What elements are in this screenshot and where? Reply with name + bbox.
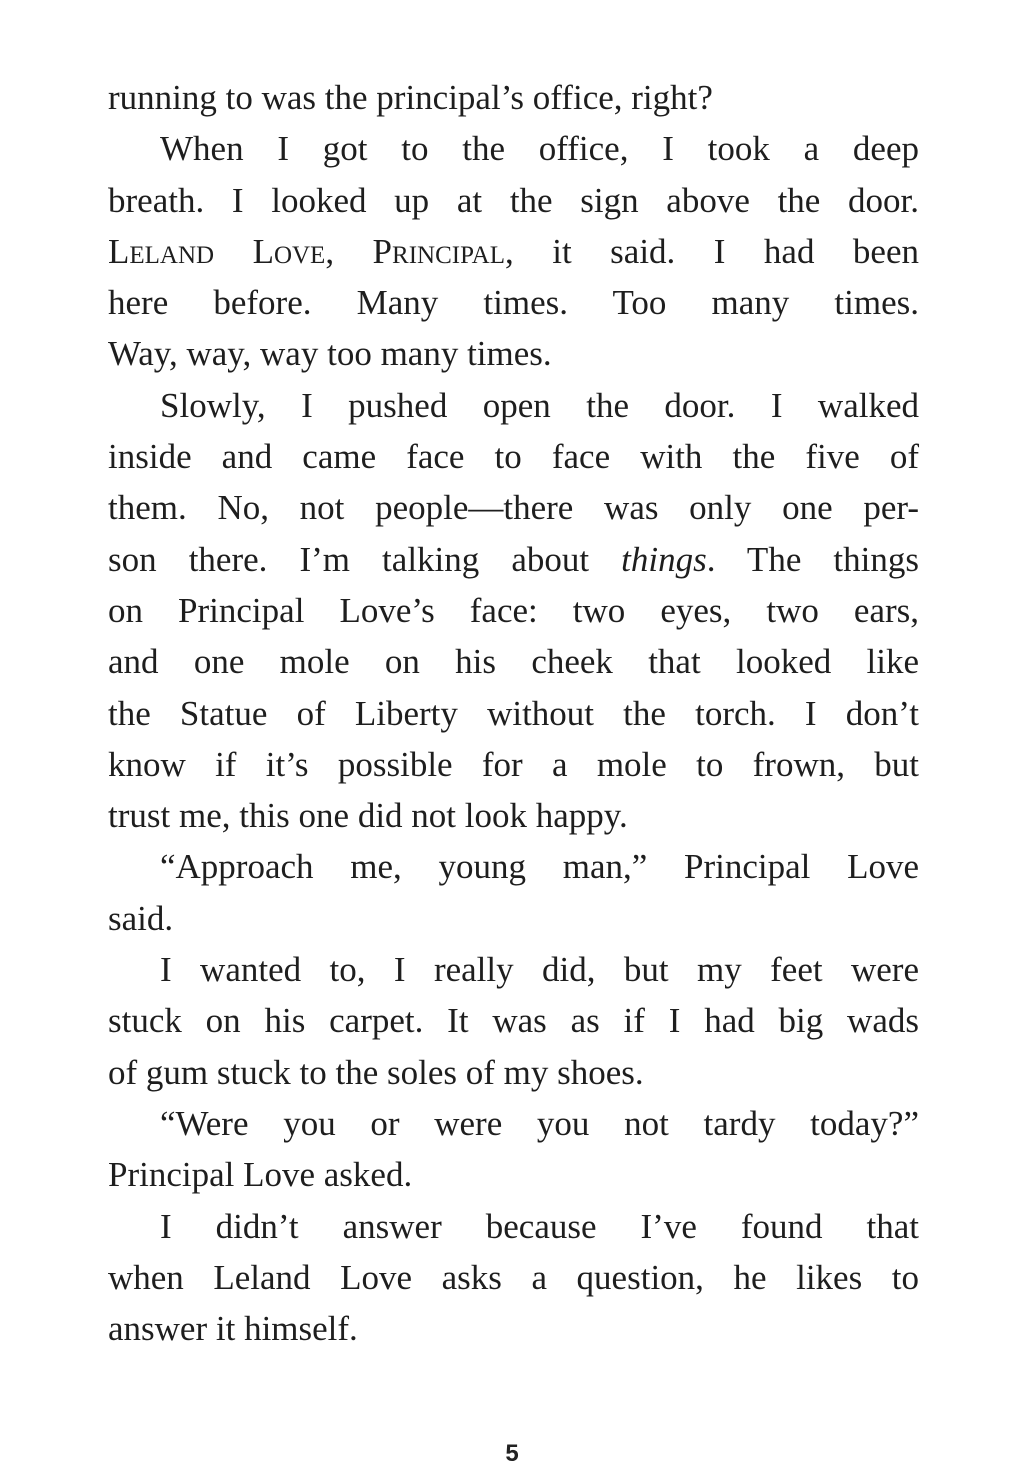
text-line: “Were you or were you not tardy today?” <box>160 1103 919 1143</box>
text-line-with-emphasis <box>108 534 919 585</box>
sign-line-rest: , it said. I had been <box>505 231 920 271</box>
text-line: and one mole on his cheek that looked like <box>108 642 919 682</box>
text-line: Way, way, way too many times. <box>108 334 552 374</box>
text-line: I didn’t answer because I’ve found that <box>160 1206 919 1246</box>
text-line: when Leland Love asks a question, he likes to <box>108 1257 919 1297</box>
things-line-before: son there. I’m talking about <box>108 539 622 579</box>
text-line: Principal Love asked. <box>108 1155 413 1195</box>
page-number: 5 <box>505 1440 519 1467</box>
things-line-after: . The things <box>706 539 919 579</box>
text-line: on Principal Love’s face: two eyes, two ears, <box>108 590 919 630</box>
paragraph-2 <box>108 123 919 379</box>
paragraph-7 <box>108 1201 919 1355</box>
text-line: I wanted to, I really did, but my feet were <box>160 950 919 990</box>
text-line: “Approach me, young man,” Principal Love <box>160 847 919 887</box>
text-line: trust me, this one did not look happy. <box>108 796 628 836</box>
paragraph-4 <box>108 841 919 944</box>
paragraph-1 <box>108 72 919 123</box>
text-line: breath. I looked up at the sign above the door. <box>108 180 919 220</box>
book-page-text <box>108 72 919 1354</box>
text-line: inside and came face to face with the five of <box>108 437 919 477</box>
text-line: running to was the principal’s office, right? <box>108 78 713 117</box>
paragraph-6 <box>108 1098 919 1201</box>
text-line: here before. Many times. Too many times. <box>108 283 919 323</box>
text-line: answer it himself. <box>108 1309 358 1349</box>
text-line: Slowly, I pushed open the door. I walked <box>160 385 919 425</box>
text-line: of gum stuck to the soles of my shoes. <box>108 1052 644 1092</box>
text-line: stuck on his carpet. It was as if I had big wads <box>108 1001 919 1041</box>
emphasized-word: things <box>621 539 707 579</box>
text-line: the Statue of Liberty without the torch. I don’t <box>108 693 919 733</box>
text-line: When I got to the office, I took a deep <box>160 129 919 169</box>
office-sign-text: Leland Love, Principal <box>108 231 506 271</box>
paragraph-5 <box>108 944 919 1098</box>
text-line: said. <box>108 898 174 938</box>
text-line-with-sign <box>108 226 919 277</box>
text-line: them. No, not people—there was only one per- <box>108 488 919 528</box>
text-line: know if it’s possible for a mole to frown, but <box>108 744 919 784</box>
paragraph-3 <box>108 380 919 842</box>
